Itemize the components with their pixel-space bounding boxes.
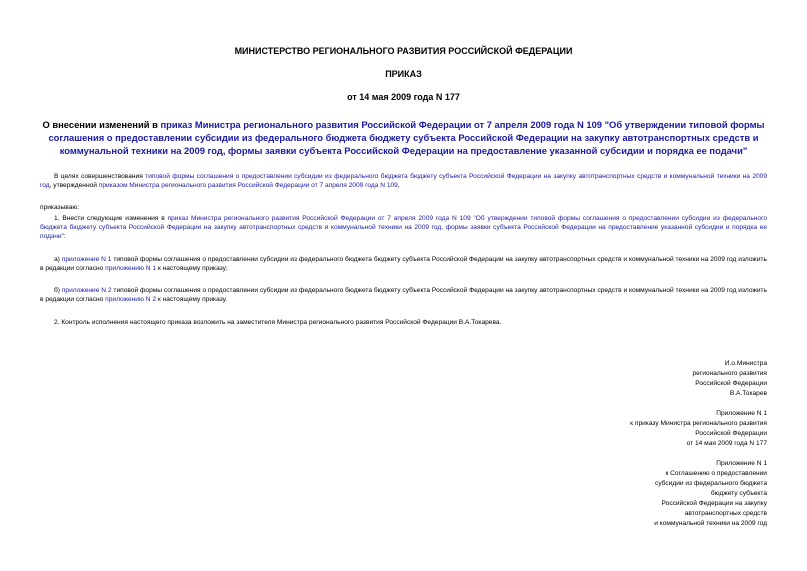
preamble-link-order-109[interactable]: приказом Министра регионального развития Российской Федерации от 7 апреля 2009 года N 109 (98, 182, 398, 190)
item-a-text-3: к настоящему приказу; (156, 265, 228, 273)
preamble-text-2: , утвержденной (49, 182, 99, 190)
item-a-text-2: типовой формы соглашения о предоставлении субсидии из федерального бюджета бюджету субъекта Российской Федерации на закупку автотранспортных средств и коммунальной техники на 2009 год изложить в редакции согласно (40, 256, 767, 273)
appendix-line: Приложение N 1 (716, 460, 767, 467)
appendix-1-agreement-header (507, 459, 767, 529)
item-2-paragraph: 2. Контроль исполнения настоящего приказа возложить на заместителя Министра регионального развития Российской Федерации В.А.Токарева. (54, 319, 502, 326)
order-word: приказываю: (40, 204, 80, 211)
item-b-text-1: б) (54, 287, 62, 294)
signature-line: И.о.Министра (724, 360, 767, 367)
item-b-link-attachment-2[interactable]: приложению N 2 (105, 296, 157, 304)
document-date: от 14 мая 2009 года N 177 (347, 92, 460, 102)
item-a-link-appendix-1[interactable]: приложение N 1 (61, 256, 112, 263)
document-title (40, 118, 767, 157)
item-1-paragraph (40, 214, 767, 242)
appendix-line: к Соглашению о предоставлении (665, 470, 767, 477)
item-1-link-order-109[interactable]: приказ Министра регионального развития Российской Федерации от 7 апреля 2009 года N 109 "Об утверждении типовой формы соглашения о предоставлении субсидии из федерального бюджета бюджету субъекта Российской Федерации на закупку автотранспортных средств и коммунальной техники на 2009 год, формы заявки субъекта Российской Федерации на предоставление указанной субсидии и порядка ее подачи" (40, 215, 767, 241)
appendix-line: Приложение N 1 (716, 410, 767, 417)
item-1-text-1: 1. Внести следующие изменения в (54, 215, 168, 222)
preamble-text-1: В целях совершенствования (54, 173, 146, 180)
item-b-text-3: к настоящему приказу. (156, 296, 228, 304)
item-b-paragraph (40, 286, 767, 304)
document-type: ПРИКАЗ (385, 69, 422, 79)
preamble-link-typical-form[interactable]: типовой формы соглашения о предоставлении субсидии из федерального бюджета бюджету субъекта Российской Федерации на закупку автотранспортных средств и коммунальной техники на 2009 год (40, 173, 767, 190)
item-1-text-2: : (63, 233, 66, 241)
ministry-heading: МИНИСТЕРСТВО РЕГИОНАЛЬНОГО РАЗВИТИЯ РОССИЙСКОЙ ФЕДЕРАЦИИ (234, 46, 573, 56)
appendix-1-header (507, 409, 767, 449)
appendix-line: Российской Федерации на закупку (661, 500, 767, 507)
title-link-order-109[interactable]: приказ Министра регионального развития Российской Федерации от 7 апреля 2009 года N 109 "Об утверждении типовой формы соглашения о предоставлении субсидии из федерального бюджета бюджету субъекта Российской Федерации на закупку автотранспортных средств и коммунальной техники на 2009 год, формы заявки субъекта Российской Федерации на предоставление указанной субсидии и порядка ее подачи" (48, 119, 765, 156)
appendix-line: бюджету субъекта (710, 490, 767, 497)
title-prefix: О внесении изменений в (42, 119, 161, 130)
appendix-line: Российской Федерации (695, 430, 767, 437)
appendix-line: к приказу Министра регионального развития (630, 420, 767, 427)
appendix-line: и коммунальной техники на 2009 год (654, 520, 767, 527)
item-a-paragraph (40, 255, 767, 273)
appendix-line: автотранспортных средств (684, 510, 767, 517)
item-a-text-1: а) (54, 256, 62, 263)
item-a-link-attachment-1[interactable]: приложению N 1 (105, 265, 157, 273)
signature-line: Российской Федерации (695, 380, 767, 387)
signature-name: В.А.Токарев (729, 390, 767, 397)
item-b-text-2: типовой формы соглашения о предоставлении субсидии из федерального бюджета бюджету субъекта Российской Федерации на закупку автотранспортных средств и коммунальной техники на 2009 год изложить в редакции согласно (40, 287, 767, 304)
item-b-link-appendix-2[interactable]: приложение N 2 (61, 287, 112, 294)
signature-line: регионального развития (692, 370, 767, 377)
appendix-line: от 14 мая 2009 года N 177 (686, 440, 767, 447)
preamble-text-3: , (397, 182, 400, 190)
preamble-paragraph (40, 172, 767, 190)
signature-block (507, 359, 767, 399)
appendix-line: субсидии из федерального бюджета (655, 480, 767, 487)
